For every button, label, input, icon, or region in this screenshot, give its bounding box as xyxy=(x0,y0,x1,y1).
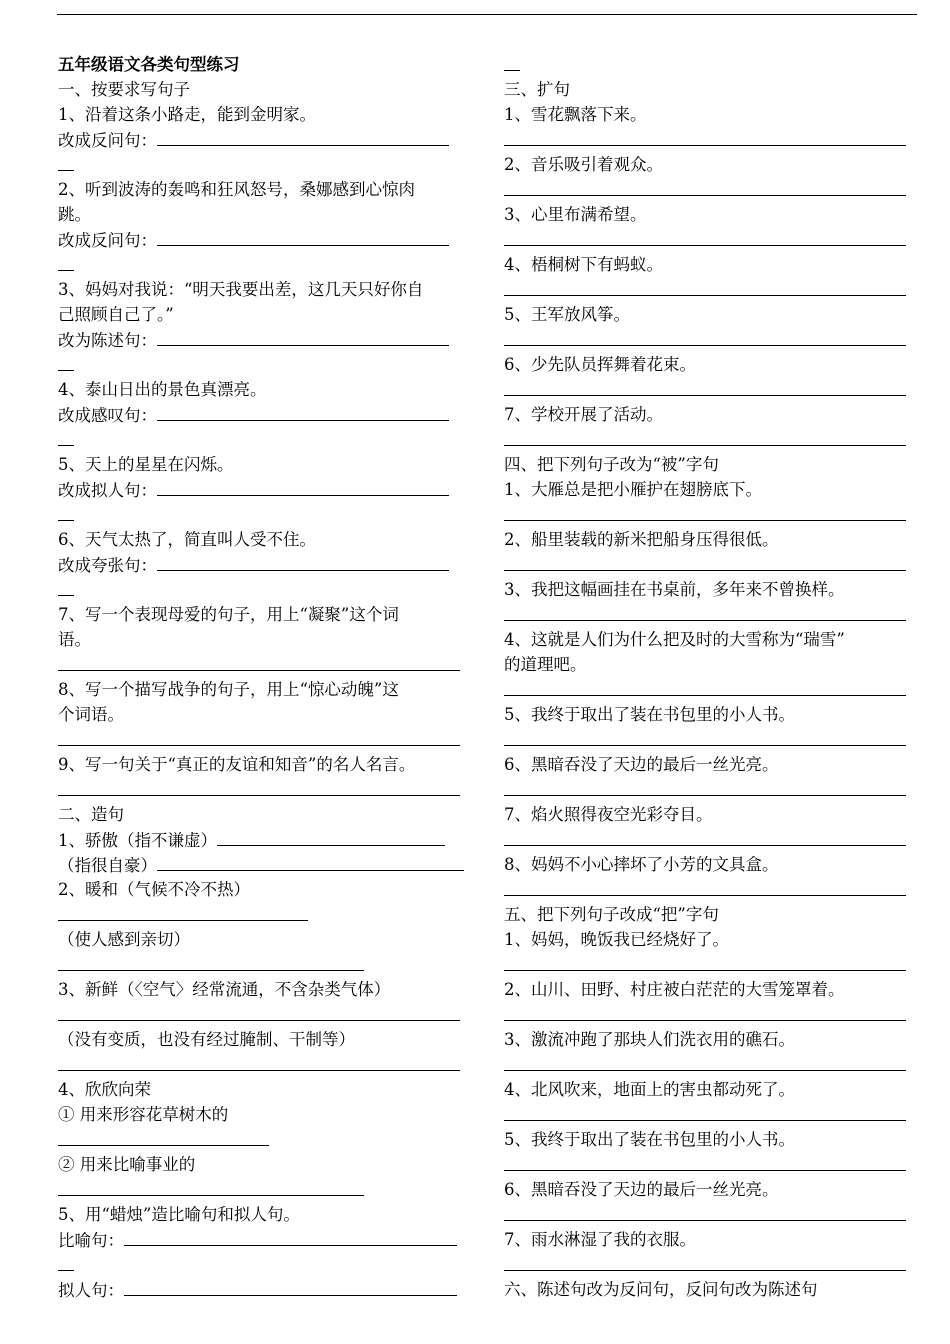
answer-row[interactable]: 改为陈述句： xyxy=(58,327,483,352)
question-text: 3、激流冲跑了那块人们洗衣用的礁石。 xyxy=(504,1030,795,1049)
answer-row[interactable]: 改成夸张句： xyxy=(58,552,483,577)
answer-blank[interactable] xyxy=(58,727,483,752)
answer-row[interactable]: 改成拟人句： xyxy=(58,477,483,502)
question-text: 己照顾自己了。” xyxy=(58,305,174,324)
answer-blank[interactable] xyxy=(504,1152,916,1177)
answer-blank[interactable] xyxy=(157,477,449,496)
answer-row[interactable]: 1、骄傲（指不谦虚） xyxy=(58,827,483,852)
question-text: 6、天气太热了，简直叫人受不住。 xyxy=(58,530,316,549)
question-text: 7、学校开展了活动。 xyxy=(504,405,663,424)
answer-blank[interactable] xyxy=(58,777,483,802)
top-rule xyxy=(57,14,917,15)
answer-blank[interactable] xyxy=(504,877,916,902)
answer-blank[interactable] xyxy=(58,902,483,927)
left-column xyxy=(58,52,483,1302)
question-text: ① 用来形容花草树木的 xyxy=(58,1105,229,1124)
answer-blank[interactable] xyxy=(504,552,916,577)
question-text: 1、沿着这条小路走，能到金明家。 xyxy=(58,105,316,124)
answer-row[interactable]: （指很自豪） xyxy=(58,852,483,877)
answer-blank[interactable] xyxy=(157,552,449,571)
question-text: 2、山川、田野、村庄被白茫茫的大雪笼罩着。 xyxy=(504,980,845,999)
answer-blank[interactable] xyxy=(504,1002,916,1027)
answer-blank[interactable] xyxy=(504,952,916,977)
answer-blank-stub xyxy=(58,1252,483,1277)
answer-blank[interactable] xyxy=(58,1052,483,1077)
question-text: 4、梧桐树下有蚂蚁。 xyxy=(504,255,663,274)
question-text: 2、音乐吸引着观众。 xyxy=(504,155,663,174)
question-text: 跳。 xyxy=(58,205,91,224)
question-text: ② 用来比喻事业的 xyxy=(58,1155,196,1174)
question-text: 7、焰火照得夜空光彩夺目。 xyxy=(504,805,713,824)
answer-blank[interactable] xyxy=(157,852,464,871)
answer-blank-stub xyxy=(58,502,483,527)
answer-blank-stub xyxy=(58,352,483,377)
answer-blank[interactable] xyxy=(504,827,916,852)
question-text: 6、少先队员挥舞着花束。 xyxy=(504,355,696,374)
question-text: （使人感到亲切） xyxy=(58,930,190,949)
question-text: 5、用“蜡烛”造比喻句和拟人句。 xyxy=(58,1205,300,1224)
question-text: 2、暖和（气候不冷不热） xyxy=(58,880,250,899)
question-text: 3、心里布满希望。 xyxy=(504,205,647,224)
answer-blank[interactable] xyxy=(504,1252,916,1277)
question-text: 9、写一句关于“真正的友谊和知音”的名人名言。 xyxy=(58,755,416,774)
answer-row[interactable]: 拟人句： xyxy=(58,1277,483,1302)
question-text: 8、妈妈不小心摔坏了小芳的文具盒。 xyxy=(504,855,779,874)
answer-blank[interactable] xyxy=(504,727,916,752)
question-text: 4、北风吹来，地面上的害虫都动死了。 xyxy=(504,1080,795,1099)
question-text: 1、雪花飘落下来。 xyxy=(504,105,647,124)
answer-blank[interactable] xyxy=(157,227,449,246)
question-text: 1、妈妈，晚饭我已经烧好了。 xyxy=(504,930,729,949)
section-heading: 一、按要求写句子 xyxy=(58,80,190,99)
question-text: 语。 xyxy=(58,630,91,649)
answer-blank-stub xyxy=(58,427,483,452)
section-heading: 六、陈述句改为反问句，反问句改为陈述句 xyxy=(504,1280,818,1299)
answer-blank[interactable] xyxy=(58,952,483,977)
section-heading: 五、把下列句子改成“把”字句 xyxy=(504,905,719,924)
question-text: 5、我终于取出了装在书包里的小人书。 xyxy=(504,705,795,724)
answer-blank-stub xyxy=(58,577,483,602)
answer-blank[interactable] xyxy=(58,652,483,677)
answer-blank[interactable] xyxy=(504,277,916,302)
answer-blank[interactable] xyxy=(504,377,916,402)
answer-row[interactable]: 比喻句： xyxy=(58,1227,483,1252)
question-text: 个词语。 xyxy=(58,705,124,724)
answer-blank[interactable] xyxy=(157,402,449,421)
section-heading: 四、把下列句子改为“被”字句 xyxy=(504,455,719,474)
question-text: 4、泰山日出的景色真漂亮。 xyxy=(58,380,267,399)
section-heading: 三、扩句 xyxy=(504,80,570,99)
answer-blank[interactable] xyxy=(504,427,916,452)
answer-blank[interactable] xyxy=(504,677,916,702)
question-text: 7、雨水淋湿了我的衣服。 xyxy=(504,1230,696,1249)
answer-blank[interactable] xyxy=(504,1202,916,1227)
question-text: 4、欣欣向荣 xyxy=(58,1080,151,1099)
answer-blank[interactable] xyxy=(124,1227,457,1246)
answer-row[interactable]: 改成感叹句： xyxy=(58,402,483,427)
question-text: （没有变质，也没有经过腌制、干制等） xyxy=(58,1030,355,1049)
answer-blank[interactable] xyxy=(504,1052,916,1077)
answer-blank[interactable] xyxy=(504,127,916,152)
answer-blank[interactable] xyxy=(504,1102,916,1127)
answer-blank-stub xyxy=(58,152,483,177)
question-text: 6、黑暗吞没了天边的最后一丝光亮。 xyxy=(504,1180,779,1199)
answer-blank[interactable] xyxy=(58,1002,483,1027)
question-text: 3、新鲜（〈空气〉经常流通，不含杂类气体） xyxy=(58,980,391,999)
question-text: 8、写一个描写战争的句子，用上“惊心动魄”这 xyxy=(58,680,399,699)
answer-blank[interactable] xyxy=(504,777,916,802)
question-text: 5、王军放风筝。 xyxy=(504,305,630,324)
question-text: 5、天上的星星在闪烁。 xyxy=(58,455,234,474)
answer-blank[interactable] xyxy=(504,177,916,202)
answer-blank[interactable] xyxy=(157,127,449,146)
question-text: 1、大雁总是把小雁护在翅膀底下。 xyxy=(504,480,762,499)
answer-blank[interactable] xyxy=(157,327,449,346)
section-heading: 二、造句 xyxy=(58,805,124,824)
question-text: 2、船里装载的新米把船身压得很低。 xyxy=(504,530,779,549)
question-text: 3、我把这幅画挂在书桌前，多年来不曾换样。 xyxy=(504,580,845,599)
question-text: 的道理吧。 xyxy=(504,655,587,674)
answer-blank[interactable] xyxy=(217,827,445,846)
answer-blank[interactable] xyxy=(504,327,916,352)
right-column xyxy=(504,52,916,1302)
answer-blank[interactable] xyxy=(58,1177,483,1202)
answer-blank[interactable] xyxy=(124,1277,457,1296)
page-title: 五年级语文各类句型练习 xyxy=(58,55,240,74)
answer-row[interactable]: 改成反问句： xyxy=(58,227,483,252)
answer-blank[interactable] xyxy=(58,1127,483,1152)
answer-row[interactable]: 改成反问句： xyxy=(58,127,483,152)
answer-blank[interactable] xyxy=(504,502,916,527)
question-text: 7、写一个表现母爱的句子，用上“凝聚”这个词 xyxy=(58,605,399,624)
question-text: 3、妈妈对我说：“明天我要出差，这几天只好你自 xyxy=(58,280,424,299)
answer-blank-stub xyxy=(504,52,916,77)
question-text: 5、我终于取出了装在书包里的小人书。 xyxy=(504,1130,795,1149)
question-text: 6、黑暗吞没了天边的最后一丝光亮。 xyxy=(504,755,779,774)
answer-blank[interactable] xyxy=(504,602,916,627)
question-text: 2、听到波涛的轰鸣和狂风怒号，桑娜感到心惊肉 xyxy=(58,180,415,199)
question-text: 4、这就是人们为什么把及时的大雪称为“瑞雪” xyxy=(504,630,845,649)
answer-blank[interactable] xyxy=(504,227,916,252)
answer-blank-stub xyxy=(58,252,483,277)
